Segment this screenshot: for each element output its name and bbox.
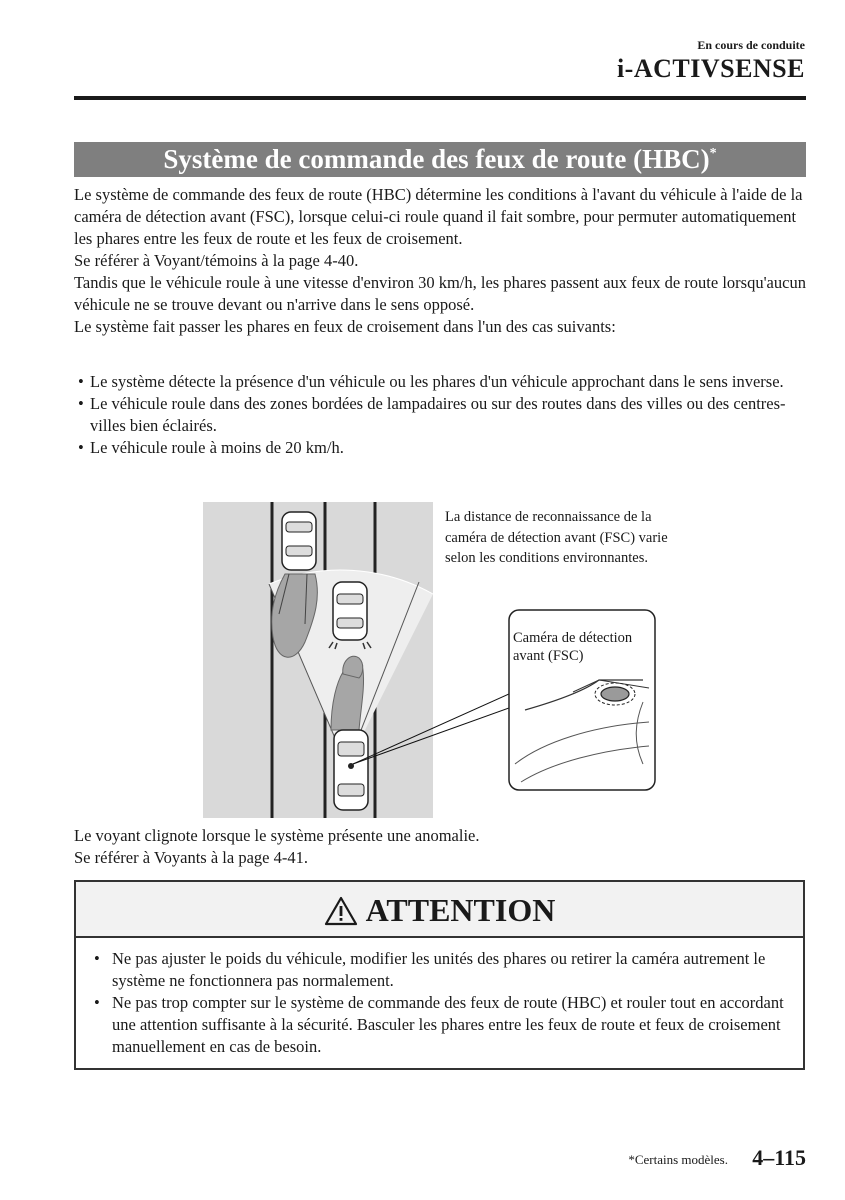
intro-reference: Se référer à Voyant/témoins à la page 4-40.: [74, 251, 359, 270]
intro-paragraph: Le système de commande des feux de route (HBC) détermine les conditions à l'avant du véhicule à l'aide de la caméra de détection avant (FSC), lorsque celui-ci roule quand il fait sombre, pour permuter automatiquement les phares entre les feux de route et les feux de croisement.: [74, 185, 803, 248]
preceding-car: [333, 582, 367, 640]
footnote: *Certains modèles.: [628, 1152, 728, 1167]
warning-box: [74, 880, 805, 1070]
intro-paragraph: Tandis que le véhicule roule à une vitesse d'environ 30 km/h, les phares passent aux feux de route lorsqu'aucun véhicule ne se trouve devant ou n'arrive dans le sens opposé.: [74, 273, 806, 314]
section-heading: i-ACTIVSENSE: [616, 54, 805, 83]
bullet: •: [78, 438, 84, 457]
intro-paragraph: Le système fait passer les phares en feux de croisement dans l'un des cas suivants:: [74, 317, 616, 336]
bullet: •: [94, 949, 100, 968]
list-item-text: Le véhicule roule à moins de 20 km/h.: [90, 438, 344, 457]
list-item: [74, 437, 809, 459]
bullet: •: [78, 372, 84, 391]
list-item-text: Ne pas ajuster le poids du véhicule, modifier les unités des phares ou retirer la caméra autrement le système ne fonctionnera pas normalement.: [112, 949, 766, 990]
bullet: •: [78, 394, 84, 413]
title-asterisk: *: [709, 146, 717, 161]
list-item: [74, 393, 809, 437]
oncoming-car: [282, 512, 316, 570]
warning-list: [88, 948, 793, 1058]
condition-list: [74, 371, 809, 459]
warning-triangle-icon: [324, 896, 358, 926]
intro-text: [74, 184, 809, 338]
title-text: Système de commande des feux de route (HBC): [163, 144, 710, 174]
list-item-text: Le véhicule roule dans des zones bordées de lampadaires ou sur des routes dans des villes ou des centres-villes bien éclairés.: [90, 394, 786, 435]
list-item-text: Le système détecte la présence d'un véhicule ou les phares d'un véhicule approchant dans le sens inverse.: [90, 372, 784, 391]
anomaly-reference: Se référer à Voyants à la page 4-41.: [74, 848, 308, 867]
list-item: [88, 992, 793, 1058]
anomaly-text: [74, 825, 809, 869]
distance-note: La distance de reconnaissance de la caméra de détection avant (FSC) varie selon les conditions environnantes.: [445, 509, 668, 566]
anomaly-sentence: Le voyant clignote lorsque le système présente une anomalie.: [74, 826, 480, 845]
header-rule: [74, 96, 806, 100]
list-item: [88, 948, 793, 992]
own-car: [334, 730, 368, 810]
page-title: [74, 142, 806, 177]
bullet: •: [94, 993, 100, 1012]
camera-unit: [601, 687, 629, 701]
camera-label: Caméra de détection avant (FSC): [513, 630, 633, 664]
list-item: [74, 371, 809, 393]
list-item-text: Ne pas trop compter sur le système de commande des feux de route (HBC) et rouler tout en accordant une attention suffisante à la sécurité. Basculer les phares entre les feux de route et feux de croisement manuellement en cas de besoin.: [112, 993, 784, 1056]
subsection-heading: En cours de conduite: [697, 38, 805, 52]
page-number: 4–115: [752, 1145, 806, 1170]
warning-heading-text: ATTENTION: [365, 892, 556, 928]
warning-heading: [76, 882, 803, 938]
